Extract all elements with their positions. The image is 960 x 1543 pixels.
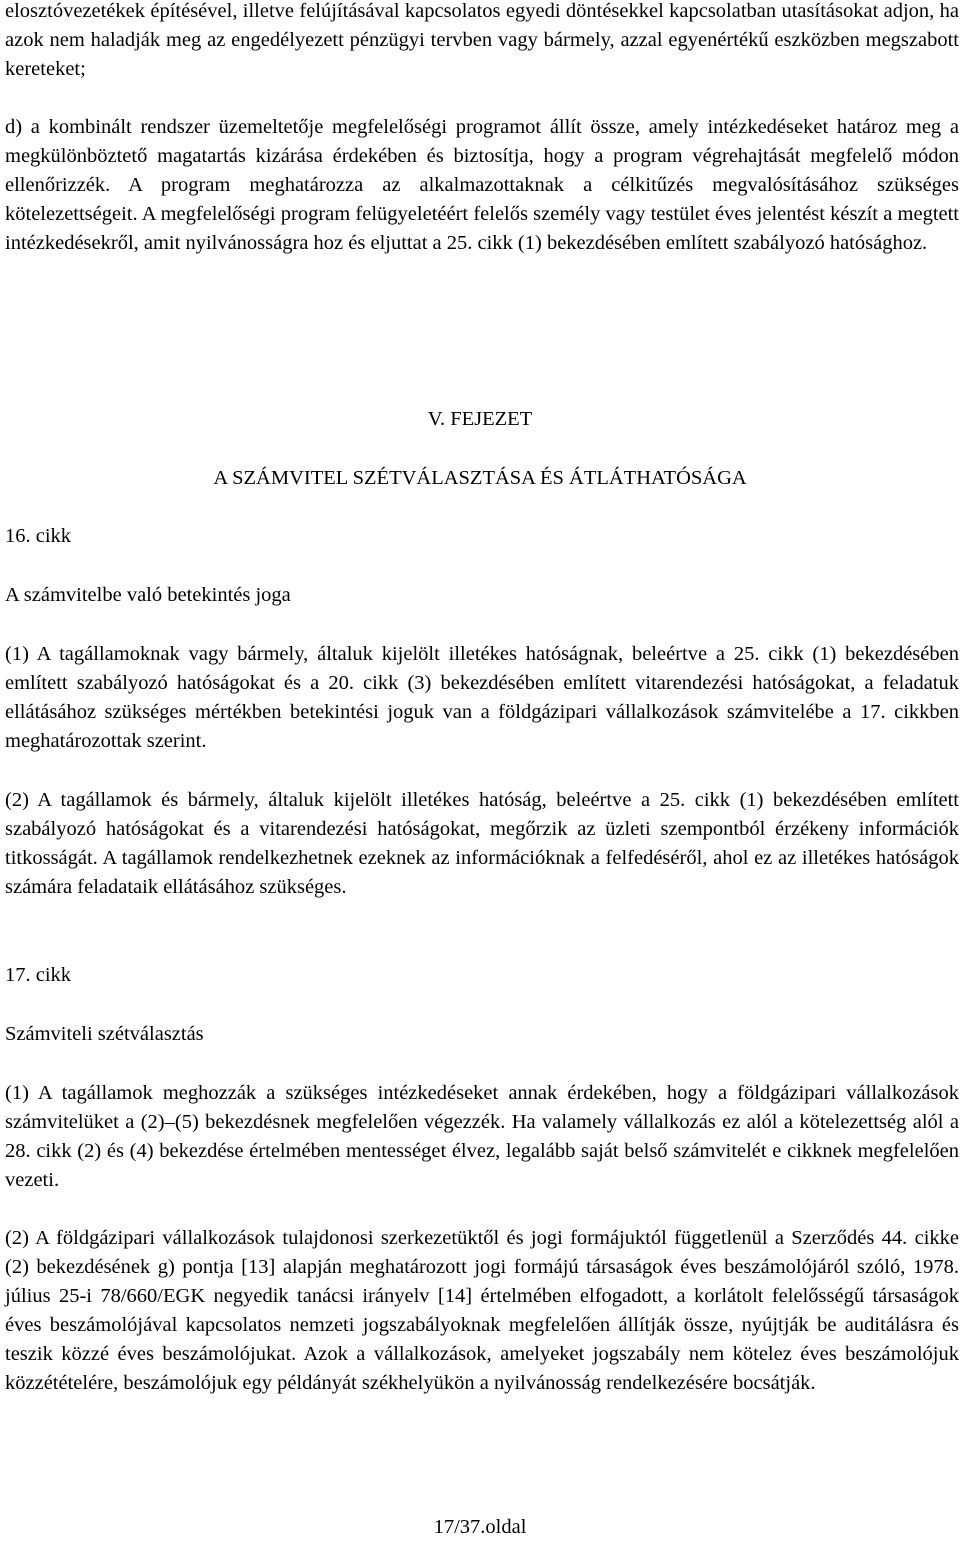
article-17-title: Számviteli szétválasztás: [5, 1023, 204, 1045]
article-17-number: 17. cikk: [5, 964, 72, 986]
article-17-paragraph-1: (1) A tagállamok meghozzák a szükséges intézkedéseket annak érdekében, hogy a földgázipari vállalkozások számvitelüket a (2)–(5) bekezdésnek megfelelően végezzék. Ha valamely vállalkozás ez alól a kötelezettség alól a 28. cikk (2) és (4) bekezdése értelmében mentességet élvez, legalább saját belső számvitelét e cikknek megfelelően vezeti.: [5, 1082, 959, 1191]
article-16-paragraph-2: (2) A tagállamok és bármely, általuk kijelölt illetékes hatóság, beleértve a 25. cikk (1) bekezdésében említett szabályozó hatóságokat és a vitarendezési hatóságokat, megőrzik az üzleti szempontból érzékeny információk titkosságát. A tagállamok rendelkezhetnek ezeknek az információknak a felfedéséről, ahol ez az illetékes hatóságok számára feladataik ellátásához szükséges.: [5, 789, 959, 898]
paragraph-intro: elosztóvezetékek építésével, illetve felújításával kapcsolatos egyedi döntésekkel kapcsolatban utasításokat adjon, ha azok nem haladják meg az engedélyezett pénzügyi tervben vagy bármely, azzal egyenértékű eszközben megszabott kereteket;: [5, 0, 959, 80]
article-16-number: 16. cikk: [5, 525, 72, 547]
article-16-paragraph-1: (1) A tagállamoknak vagy bármely, általuk kijelölt illetékes hatóságnak, beleértve a 25. cikk (1) bekezdésében említett szabályozó hatóságokat és a 20. cikk (3) bekezdésében említett vitarendezési hatóságokat, a feladatuk ellátásához szükséges mértékben betekintési joguk van a földgázipari vállalkozások számvitelébe a 17. cikkben meghatározottak szerint.: [5, 643, 959, 752]
chapter-number: V. FEJEZET: [427, 408, 533, 430]
page-number: 17/37.oldal: [433, 1516, 527, 1538]
paragraph-d: d) a kombinált rendszer üzemeltetője megfelelőségi programot állít össze, amely intézkedéseket határoz meg a megkülönböztető magatartás kizárása érdekében és biztosítja, hogy a program végrehajtását megfelelő módon ellenőrizzék. A program meghatározza az alkalmazottaknak a célkitűzés megvalósításához szükséges kötelezettségeit. A megfelelőségi program felügyeletéért felelős személy vagy testület éves jelentést készít a megtett intézkedésekről, amit nyilvánosságra hoz és eljuttat a 25. cikk (1) bekezdésében említett szabályozó hatósághoz.: [5, 116, 959, 254]
article-16-title: A számvitelbe való betekintés joga: [5, 584, 291, 606]
article-17-paragraph-2: (2) A földgázipari vállalkozások tulajdonosi szerkezetüktől és jogi formájuktól függetlenül a Szerződés 44. cikke (2) bekezdésének g) pontja [13] alapján meghatározott jogi formájú társaságok éves beszámolójáról szóló, 1978. július 25-i 78/660/EGK negyedik tanácsi irányelv [14] értelmében elfogadott, a korlátolt felelősségű társaságok éves beszámolójával kapcsolatos nemzeti jogszabályoknak megfelelően állítják össze, nyújtják be auditálásra és teszik közzé éves beszámolójukat. Azok a vállalkozások, amelyeket jogszabály nem kötelez éves beszámolójuk közzétételére, beszámolójuk egy példányát székhelyükön a nyilvánosság rendelkezésére bocsátják.: [5, 1227, 959, 1394]
chapter-title: A SZÁMVITEL SZÉTVÁLASZTÁSA ÉS ÁTLÁTHATÓSÁGA: [213, 467, 747, 489]
